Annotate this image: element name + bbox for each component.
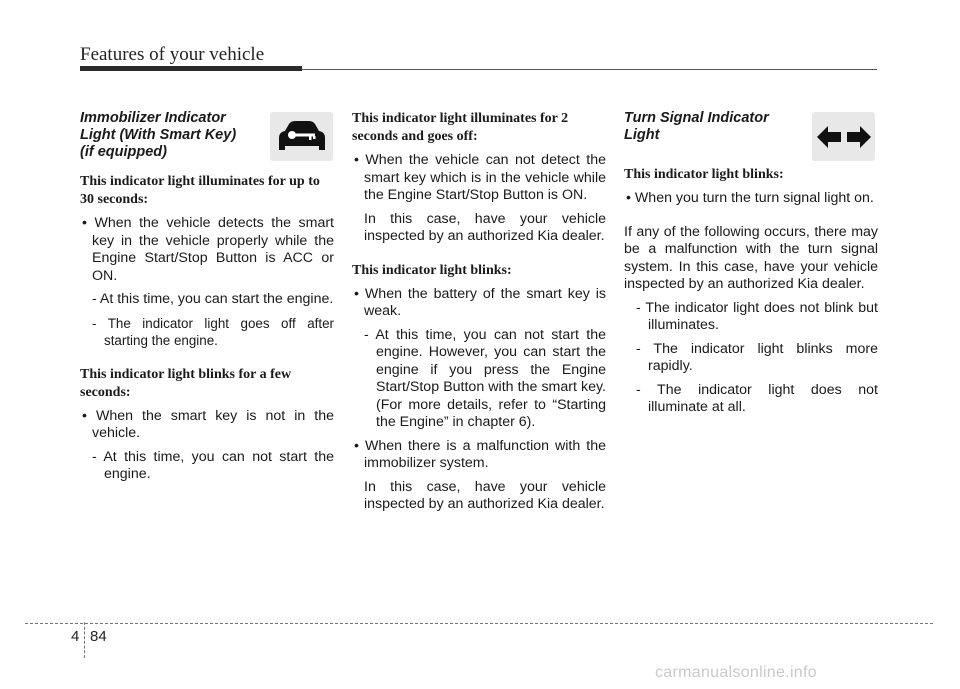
immobilizer-lead-4: This indicator light blinks: — [352, 262, 512, 278]
footer-chapter-number: 4 — [71, 628, 80, 645]
footer-rule — [25, 623, 933, 624]
immobilizer-title-line-3: (if equipped) — [80, 144, 167, 160]
footer-page-number: 84 — [90, 628, 107, 645]
header-bar — [80, 66, 302, 71]
immobilizer-lead-3: This indicator light illuminates for 2 seconds and goes off: — [352, 111, 569, 144]
turn-signal-lead-1: This indicator light blinks: — [624, 167, 784, 182]
immobilizer-bullet-4: • When the battery of the smart key is weak. — [354, 285, 606, 319]
immobilizer-title-line-1: Immobilizer Indicator — [80, 110, 226, 126]
turn-signal-para-1: If any of the following occurs, there may be a malfunction with the turn signal system. In this case, have your vehicle inspected by an authorized Kia dealer. — [624, 223, 878, 292]
turn-signal-sub-1c: - The indicator light does not illuminate at all. — [636, 381, 878, 415]
car-key-icon — [270, 112, 333, 161]
immobilizer-sub-4a: - At this time, you can not start the engine. However, you can start the engine if you press the Engine Start/Stop Button with the smart key. (For more details, refer to “Starting the Engine” in chapter 6). — [364, 326, 606, 430]
turn-signal-bullet-1: • When you turn the turn signal light on. — [626, 190, 874, 206]
turn-signal-arrows-icon — [812, 112, 875, 161]
turn-signal-sub-1b: - The indicator light blinks more rapidly. — [636, 340, 878, 374]
turn-signal-title-line-1: Turn Signal Indicator — [624, 110, 769, 126]
immobilizer-bullet-1: • When the vehicle detects the smart key in the vehicle properly while the Engine Start/Stop Button is ACC or ON. — [82, 215, 334, 284]
immobilizer-para-5: In this case, have your vehicle inspected by an authorized Kia dealer. — [364, 478, 606, 512]
turn-signal-title-line-2: Light — [624, 127, 660, 143]
immobilizer-sub-2a: - At this time, you can not start the engine. — [92, 448, 334, 482]
footer-divider — [84, 622, 85, 658]
immobilizer-section-title — [80, 110, 250, 161]
page-header-title: Features of your vehicle — [80, 44, 265, 65]
header-rule — [302, 69, 877, 70]
immobilizer-para-3: In this case, have your vehicle inspected by an authorized Kia dealer. — [364, 210, 606, 244]
immobilizer-bullet-5: • When there is a malfunction with the immobilizer system. — [354, 437, 606, 471]
watermark: carmanualsonline.info — [655, 664, 817, 681]
immobilizer-sub-1a: - At this time, you can start the engine. — [92, 291, 334, 307]
immobilizer-lead-1: This indicator light illuminates for up to 30 seconds: — [80, 174, 320, 207]
column-immobilizer-2 — [352, 110, 606, 520]
column-immobilizer-1 — [80, 110, 334, 490]
immobilizer-lead-2: This indicator light blinks for a few seconds: — [80, 366, 292, 400]
immobilizer-sub-1b: - The indicator light goes off after starting the engine. — [92, 315, 334, 348]
immobilizer-bullet-3: • When the vehicle can not detect the smart key which is in the vehicle while the Engine Start/Stop Button is ON. — [354, 152, 606, 203]
turn-signal-sub-1a: - The indicator light does not blink but illuminates. — [636, 299, 878, 333]
immobilizer-bullet-2: • When the smart key is not in the vehicle. — [82, 407, 334, 441]
immobilizer-title-line-2: Light (With Smart Key) — [80, 127, 237, 143]
turn-signal-section-title — [624, 110, 794, 144]
